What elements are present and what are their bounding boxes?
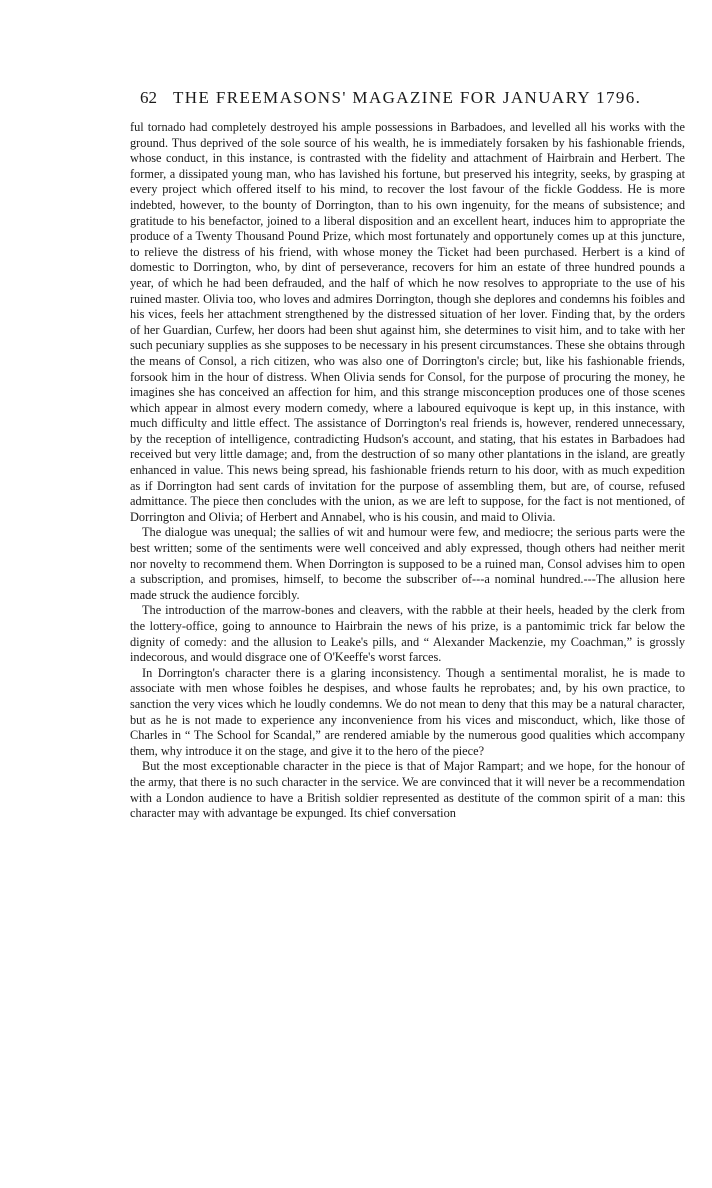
paragraph-major-rampart: But the most exceptionable character in the piece is that of Major Rampart; and we hope, for the honour of the army, that there is no such character in the service. We are convinced that it will never be a recommendation with a London audience to have a British soldier represented as destitute of the common spirit of a man: this character may with advantage be expunged. Its chief conversation — [130, 759, 685, 821]
paragraph-dorrington-character: In Dorrington's character there is a glaring inconsistency. Though a sentimental moralist, he is made to associate with men whose foibles he despises, and whose faults he reprobates; and, by his own practice, to sanction the very vices which he loudly condemns. We do not mean to deny that this may be a natural character, but as he is not made to experience any inconvenience from his vices and misconduct, which, like those of Charles in “ The School for Scandal,” are rendered amiable by the numerous good qualities which accompany them, why introduce it on the stage, and give it to the hero of the piece? — [130, 665, 685, 758]
paragraph-marrow-bones: The introduction of the marrow-bones and cleavers, with the rabble at their heels, headed by the clerk from the lottery-office, going to announce to Hairbrain the news of his prize, is a pantomimic trick far below the dignity of comedy: and the allusion to Leake's pills, and “ Alexander Mackenzie, my Coachman,” is grossly indecorous, and would disgrace one of O'Keeffe's worst farces. — [130, 603, 685, 665]
magazine-title: THE FREEMASONS' MAGAZINE FOR JANUARY 1796. — [173, 88, 642, 107]
page-number: 62 — [140, 88, 157, 107]
paragraph-plot-summary: ful tornado had completely destroyed his ample possessions in Barbadoes, and levelled all his works with the ground. Thus deprived of the sole source of his wealth, he is immediately forsaken by his fashionable friends, whose conduct, in this instance, is contrasted with the fidelity and attachment of Hairbrain and Herbert. The former, a dissipated young man, who has lavished his fortune, but preserved his integrity, seeks, by grasping at every project which offered itself to his mind, to recover the lost favour of the fickle Goddess. He is more indebted, however, to the bounty of Dorrington, than to his own ingenuity, for the means of subsistence; and gratitude to his benefactor, joined to a liberal disposition and an excellent heart, induces him to appropriate the produce of a Twenty Thousand Pound Prize, which most fortunately and opportunely comes up at this juncture, to relieve the distress of his friend, with whose money the Ticket had been purchased. Herbert is a kind of domestic to Dorrington, who, by dint of perseverance, recovers for him an estate of three hundred pounds a year, of which he had been defrauded, and the half of which he now resolves to appropriate to the use of his ruined master. Olivia too, who loves and admires Dorrington, though she deplores and condemns his foibles and his vices, feels her attachment strengthened by the distressed situation of her lover. Finding that, by the orders of her Guardian, Curfew, her doors had been shut against him, she determines to visit him, and to take with her such pecuniary supplies as she supposes to be necessary in his present circumstances. These she obtains through the means of Consol, a rich citizen, who was also one of Dorrington's circle; but, like his fashionable friends, forsook him in the hour of distress. When Olivia sends for Consol, for the purpose of procuring the money, he imagines she has conceived an affection for him, and this strange misconception produces one of those scenes which appear in almost every modern comedy, where a laboured equivoque is kept up, in this instance, with much difficulty and little effect. The assistance of Dorrington's real friends is, however, rendered unnecessary, by the reception of intelligence, contradicting Hudson's account, and stating, that his estates in Barbadoes had received but very little damage; and, from the destruction of so many other plantations in the island, are greatly enhanced in value. This news being spread, his fashionable friends return to his door, with as much expedition as if Dorrington had sent cards of invitation for the purpose of assembling them, but are, of course, refused admittance. The piece then concludes with the union, as we are left to suppose, for the fact is not mentioned, of Dorrington and Olivia; of Herbert and Annabel, who is his cousin, and maid to Olivia. — [130, 120, 685, 524]
article-body — [130, 120, 685, 822]
paragraph-dialogue: The dialogue was unequal; the sallies of wit and humour were few, and mediocre; the serious parts were the best written; some of the sentiments were well conceived and ably expressed, though others had neither merit nor novelty to recommend them. When Dorrington is supposed to be a ruined man, Consol advises him to open a subscription, and promises, himself, to become the subscriber of---a nominal hundred.---The allusion here made struck the audience forcibly. — [130, 525, 685, 602]
running-head — [140, 88, 685, 112]
